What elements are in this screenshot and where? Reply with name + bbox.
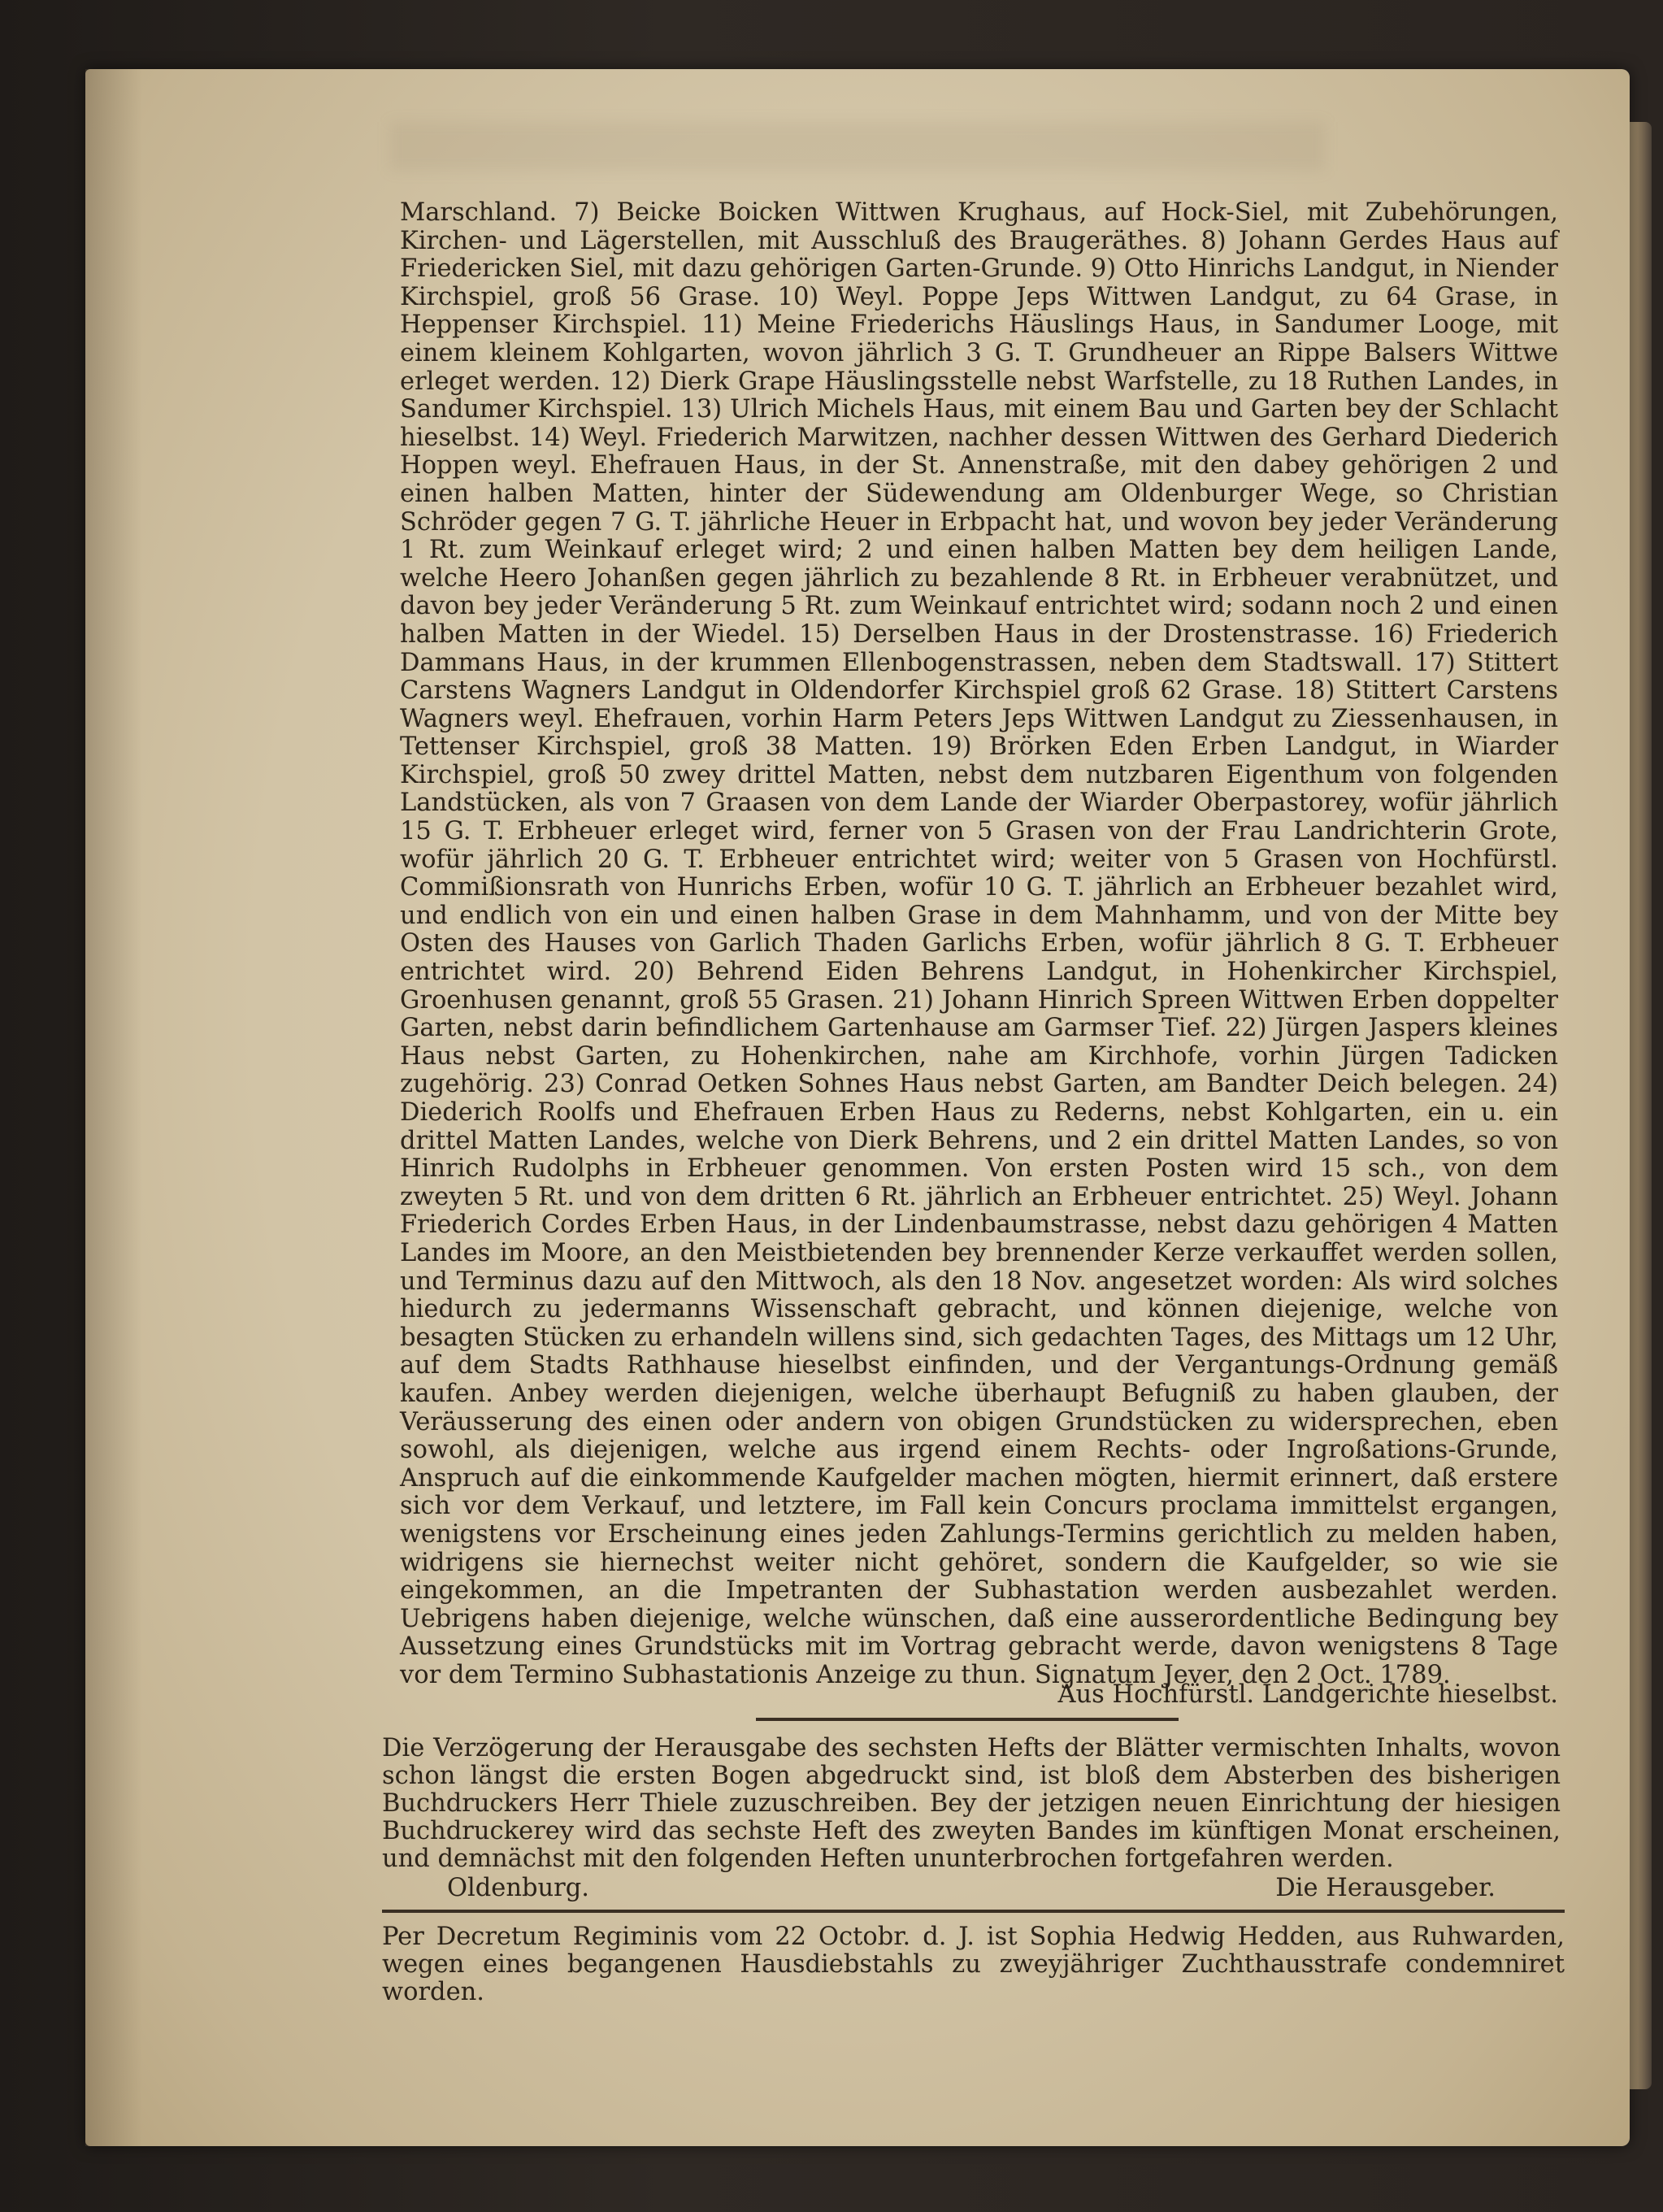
footer-divider [382, 1910, 1565, 1913]
show-through-text [390, 122, 1325, 171]
section-divider [756, 1718, 1179, 1721]
notice-place: Oldenburg. [447, 1874, 589, 1902]
auction-notice-paragraph: Marschland. 7) Beicke Boicken Wittwen Krughaus, auf Hock-Siel, mit Zubehörungen, Kirchen- und Lägerstellen, mit Ausschluß des Braugeräthes. 8) Johann Gerdes Haus auf Friedericken Siel, mit dazu gehörigen Garten-Grunde. 9) Otto Hinrichs Landgut, in Niender Kirchspiel, groß 56 Grase. 10) Weyl. Poppe Jeps Wittwen Landgut, zu 64 Grase, in Heppenser Kirchspiel. 11) Meine Friederichs Häuslings Haus, in Sandumer Looge, mit einem kleinem Kohlgarten, wovon jährlich 3 G. T. Grundheuer an Rippe Balsers Wittwe erleget werden. 12) Dierk Grape Häuslingsstelle nebst Warfstelle, zu 18 Ruthen Landes, in Sandumer Kirchspiel. 13) Ulrich Michels Haus, mit einem Bau und Garten bey der Schlacht hieselbst. 14) Weyl. Friederich Marwitzen, nachher dessen Wittwen des Gerhard Diederich Hoppen weyl. Ehefrauen Haus, in der St. Annenstraße, mit den dabey gehörigen 2 und einen halben Matten, hinter der Südewendung am Oldenburger Wege, so Christian Schröder gegen 7 G. T. jährliche Heuer in Erbpacht hat, und wovon bey jeder Veränderung 1 Rt. zum Weinkauf erleget wird; 2 und einen halben Matten bey dem heiligen Lande, welche Heero Johanßen gegen jährlich zu bezahlende 8 Rt. in Erbheuer verabnützet, und davon bey jeder Veränderung 5 Rt. zum Weinkauf entrichtet wird; sodann noch 2 und einen halben Matten in der Wiedel. 15) Derselben Haus in der Drostenstrasse. 16) Friederich Dammans Haus, in der krummen Ellenbogenstrassen, neben dem Stadtswall. 17) Stittert Carstens Wagners Landgut in Oldendorfer Kirchspiel groß 62 Grase. 18) Stittert Carstens Wagners weyl. Ehefrauen, vorhin Harm Peters Jeps Wittwen Landgut zu Ziessenhausen, in Tettenser Kirchspiel, groß 38 Matten. 19) Brörken Eden Erben Landgut, in Wiarder Kirchspiel, groß 50 zwey drittel Matten, nebst dem nutzbaren Eigenthum von folgenden Landstücken, als von 7 Graasen von dem Lande der Wiarder Oberpastorey, wofür jährlich 15 G. T. Erbheuer erleget wird, ferner von 5 Grasen von der Frau Landrichterin Grote, wofür jährlich 20 G. T. Erbheuer entrichtet wird; weiter von 5 Grasen von Hochfürstl. Commißionsrath von Hunrichs Erben, wofür 10 G. T. jährlich an Erbheuer bezahlet wird, und endlich von ein und einen halben Grase in dem Mahnhamm, und von der Mitte bey Osten des Hauses von Garlich Thaden Garlichs Erben, wofür jährlich 8 G. T. Erbheuer entrichtet wird. 20) Behrend Eiden Behrens Landgut, in Hohenkircher Kirchspiel, Groenhusen genannt, groß 55 Grasen. 21) Johann Hinrich Spreen Wittwen Erben doppelter Garten, nebst darin befindlichem Gartenhause am Garmser Tief. 22) Jürgen Jaspers kleines Haus nebst Garten, zu Hohenkirchen, nahe am Kirchhofe, vorhin Jürgen Tadicken zugehörig. 23) Conrad Oetken Sohnes Haus nebst Garten, am Bandter Deich belegen. 24) Diederich Roolfs und Ehefrauen Erben Haus zu Rederns, nebst Kohlgarten, ein u. ein drittel Matten Landes, welche von Dierk Behrens, und 2 ein drittel Matten Landes, so von Hinrich Rudolphs in Erbheuer genommen. Von ersten Posten wird 15 sch., von dem zweyten 5 Rt. und von dem dritten 6 Rt. jährlich an Erbheuer entrichtet. 25) Weyl. Johann Friederich Cordes Erben Haus, in der Lindenbaumstrasse, nebst dazu gehörigen 4 Matten Landes im Moore, an den Meistbietenden bey brennender Kerze verkauffet werden sollen, und Terminus dazu auf den Mittwoch, als den 18 Nov. angesetzet worden: Als wird solches hiedurch zu jedermanns Wissenschaft gebracht, und können diejenige, welche von besagten Stücken zu erhandeln willens sind, sich gedachten Tages, des Mittags um 12 Uhr, auf dem Stadts Rathhause hieselbst einfinden, und der Vergantungs-Ordnung gemäß kaufen. Anbey werden diejenigen, welche überhaupt Befugniß zu haben glauben, der Veräusserung des einen oder andern von obigen Grundstücken zu widersprechen, eben sowohl, als diejenigen, welche aus irgend einem Rechts- oder Ingroßations-Grunde, Anspruch auf die einkommende Kaufgelder machen mögten, hiermit erinnert, daß erstere sich vor dem Verkauf, und letztere, im Fall kein Concurs proclama immittelst ergangen, wenigstens vor Erscheinung eines jeden Zahlungs-Termins gerichtlich zu melden haben, widrigens sie hiernechst weiter nicht gehöret, sondern die Kaufgelder, so wie sie eingekommen, an die Impetranten der Subhastation werden ausbezahlet werden. Uebrigens haben diejenige, welche wünschen, daß eine ausserordentliche Bedingung bey Aussetzung eines Grundstücks mit im Vortrag gebracht werde, davon wenigstens 8 Tage vor dem Termino Subhastationis Anzeige zu thun. Signatum Jever, den 2 Oct. 1789. [400, 198, 1558, 1689]
court-decree: Per Decretum Regiminis vom 22 Octobr. d. J. ist Sophia Hedwig Hedden, aus Ruhwarden, wegen eines begangenen Hausdiebstahls zu zweyjähriger Zuchthausstrafe condemniret worden. [382, 1923, 1565, 2006]
page-gutter-shadow [85, 69, 142, 2146]
publisher-notice: Die Verzögerung der Herausgabe des sechsten Hefts der Blätter vermischten Inhalts, wovon schon längst die ersten Bogen abgedruckt sind, ist bloß dem Absterben des bisherigen Buchdruckers Herr Thiele zuzuschreiben. Bey der jetzigen neuen Einrichtung der hiesigen Buchdruckerey wird das sechste Heft des zweyten Bandes im künftigen Monat erscheinen, und demnächst mit den folgenden Heften ununterbrochen fortgefahren werden. [382, 1734, 1561, 1873]
auction-notice-body [400, 199, 1558, 1689]
court-signature: Aus Hochfürstl. Landgerichte hieselbst. [1057, 1680, 1558, 1709]
notice-signature: Die Herausgeber. [1275, 1874, 1496, 1902]
